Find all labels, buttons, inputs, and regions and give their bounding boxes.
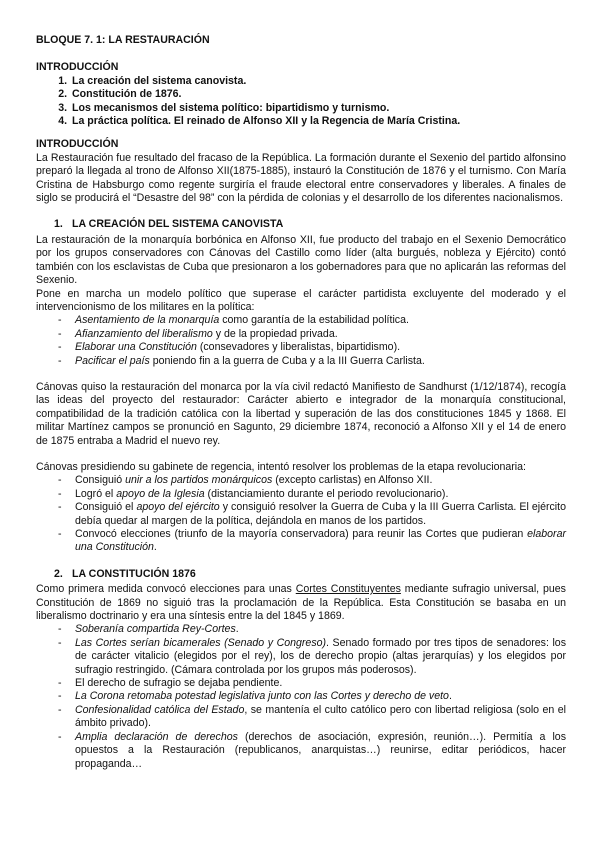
dash-list [36,474,566,554]
paragraph: Como primera medida convocó elecciones para unas Cortes Constituyentes mediante sufragio universal, pues Constitución de 1869 no siguió tras la proclamación de la República. Esta Constitución se basaba en un liberalismo doctrinario y era una síntesis entre la del 1845 y 1869. [36,583,566,623]
toc-heading: INTRODUCCIÓN [36,61,119,74]
table-of-contents [36,75,566,129]
toc-item: 3. Los mecanismos del sistema político: bipartidismo y turnismo. [70,102,566,115]
intro-paragraph: La Restauración fue resultado del fracaso de la República. La formación durante el Sexenio del partido alfonsino preparó la llegada al trono de Alfonso XII(1875-1885), instauró la Constitución de 1876 y el turnismo. Con María Cristina de Habsburgo como regente surgiría el fraude electoral entre conservadores y liberales. A finales de siglo se producirá el “Desastre del 98” con la pérdida de colonias y el desarrollo de los diferentes nacionalismos. [36,151,566,205]
list-item: - Amplia declaración de derechos (derechos de asociación, expresión, reunión…). Permitía a los opuestos a la Restauración (republicanos, anarquistas…) reunirse, editar periódicos, hacer propaganda… [66,731,566,771]
list-item: - La Corona retomaba potestad legislativa junto con las Cortes y derecho de veto. [66,690,566,703]
paragraph: Pone en marcha un modelo político que superase el carácter partidista excluyente del moderado y el intervencionismo de los militares en la política: [36,287,566,313]
paragraph: Cánovas presidiendo su gabinete de regencia, intentó resolver los problemas de la etapa revolucionaria: [36,460,526,473]
intro-heading: INTRODUCCIÓN [36,138,119,151]
paragraph: Cánovas quiso la restauración del monarca por la vía civil redactó Manifiesto de Sandhurst (1/12/1874), recogía las ideas del proyecto del restaurador: Carácter abierto e integrador de la monarquía constitucional, compatibilidad de la tradición católica con la libertad y superación de las dos constituciones 1845 y 1868. El militar Martínez campos se pronunció en Sagunto, 29 diciembre 1874, reconoció a Alfonso XII y el 14 de enero de 1875 entraba a Madrid el nuevo rey. [36,380,566,447]
list-item: - Las Cortes serían bicamerales (Senado y Congreso). Senado formado por tres tipos de senadores: los de carácter vitalicio (elegidos por el rey), los de derecho propio (altas jerarquías) y los elegidos por sufragio restringido. (Cámara controlada por los grupos más poderosos). [66,637,566,677]
underlined-term: Cortes Constituyentes [295,583,401,596]
section-1-heading [54,218,566,231]
list-item: - Elaborar una Constitución (consevadores y liberalistas, bipartidismo). [66,341,566,354]
list-item: - Confesionalidad católica del Estado, se mantenía el culto católico pero con libertad religiosa (solo en el ámbito privado). [66,704,566,731]
document-page [36,34,566,771]
list-item: - Convocó elecciones (triunfo de la mayoría conservadora) para reunir las Cortes que pudieran elaborar una Constitución. [66,528,566,555]
section-2-heading [54,568,566,581]
list-item: - Consiguió unir a los partidos monárquicos (excepto carlistas) en Alfonso XII. [66,474,566,487]
dash-list [36,623,566,770]
list-item: - Soberanía compartida Rey-Cortes. [66,623,566,636]
document-title: BLOQUE 7. 1: LA RESTAURACIÓN [36,34,210,46]
section-title: LA CONSTITUCIÓN 1876 [72,567,196,580]
list-item: - Logró el apoyo de la Iglesia (distanciamiento durante el periodo revolucionario). [66,488,566,501]
list-item: - Asentamiento de la monarquía como garantía de la estabilidad política. [66,314,566,327]
list-item: - El derecho de sufragio se dejaba pendiente. [66,677,566,690]
section-number: 1. [54,218,63,231]
list-item: - Consiguió el apoyo del ejército y consiguió resolver la Guerra de Cuba y la III Guerra Carlista. El ejército debía quedar al margen de la política, dejándola en manos de los partidos. [66,501,566,528]
toc-item: 1. La creación del sistema canovista. [70,75,566,88]
section-title: LA CREACIÓN DEL SISTEMA CANOVISTA [72,218,284,231]
toc-item: 4. La práctica política. El reinado de Alfonso XII y la Regencia de María Cristina. [70,115,566,128]
list-item: - Pacificar el país poniendo fin a la guerra de Cuba y a la III Guerra Carlista. [66,355,566,368]
paragraph: La restauración de la monarquía borbónica en Alfonso XII, fue producto del trabajo en el Sexenio Democrático por los grupos conservadores con Cánovas del Castillo como líder (alta burgués, nobleza y Ejército) contó también con los esclavistas de Cuba que presionaron a los gobernadores para que no aplicarán las reformas del Sexenio. [36,233,566,287]
list-item: - Afianzamiento del liberalismo y de la propiedad privada. [66,328,566,341]
dash-list [36,314,566,368]
toc-item: 2. Constitución de 1876. [70,88,566,101]
section-number: 2. [54,567,63,580]
